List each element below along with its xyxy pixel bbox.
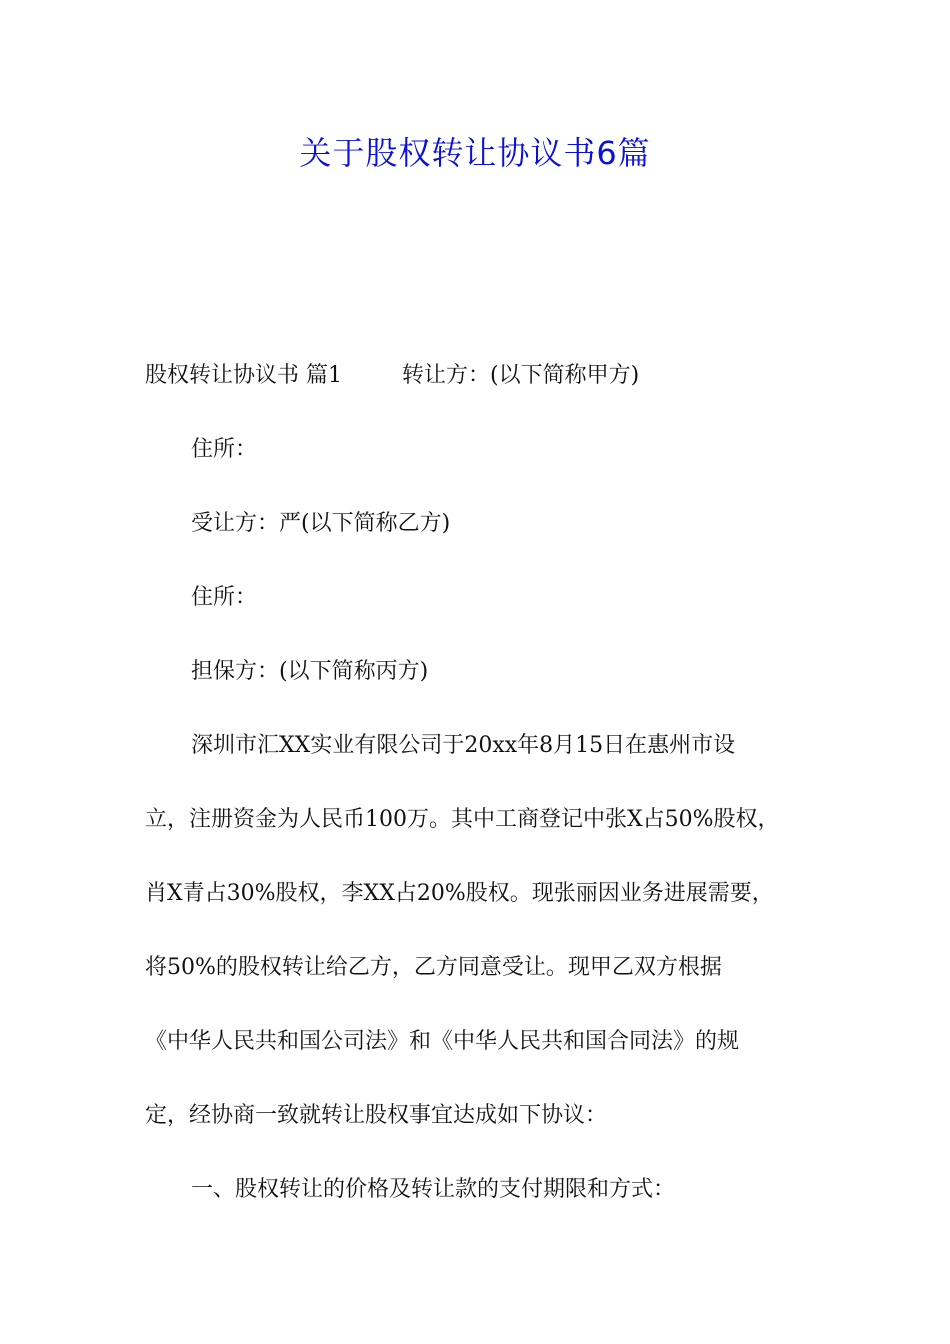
guarantor-label: 担保方：(以下简称丙方) xyxy=(191,659,429,684)
section-heading: 股权转让协议书 篇1 xyxy=(145,363,342,388)
section-heading-line xyxy=(145,339,825,413)
transferor-label: 转让方：(以下简称甲方) xyxy=(402,363,640,388)
document-body xyxy=(145,339,825,1227)
paragraph-line: 将50%的股权转让给乙方，乙方同意受让。现甲乙双方根据 xyxy=(145,955,722,980)
paragraph-line: 深圳市汇XX实业有限公司于20xx年8月15日在惠州市设 xyxy=(191,733,736,758)
transferee-address: 住所： xyxy=(191,585,258,610)
paragraph-line: 立，注册资金为人民币100万。其中工商登记中张X占50%股权， xyxy=(145,807,780,832)
paragraph-line: 定，经协商一致就转让股权事宜达成如下协议： xyxy=(145,1103,608,1128)
clause-heading: 一、股权转让的价格及转让款的支付期限和方式： xyxy=(191,1177,676,1202)
transferee-label: 受让方：严(以下简称乙方) xyxy=(191,511,451,536)
paragraph-line: 《中华人民共和国公司法》和《中华人民共和国合同法》的规 xyxy=(145,1029,740,1054)
transferor-address: 住所： xyxy=(191,437,258,462)
document-title: 关于股权转让协议书6篇 xyxy=(299,134,651,172)
paragraph-line: 肖X青占30%股权，李XX占20%股权。现张丽因业务进展需要， xyxy=(145,881,774,906)
